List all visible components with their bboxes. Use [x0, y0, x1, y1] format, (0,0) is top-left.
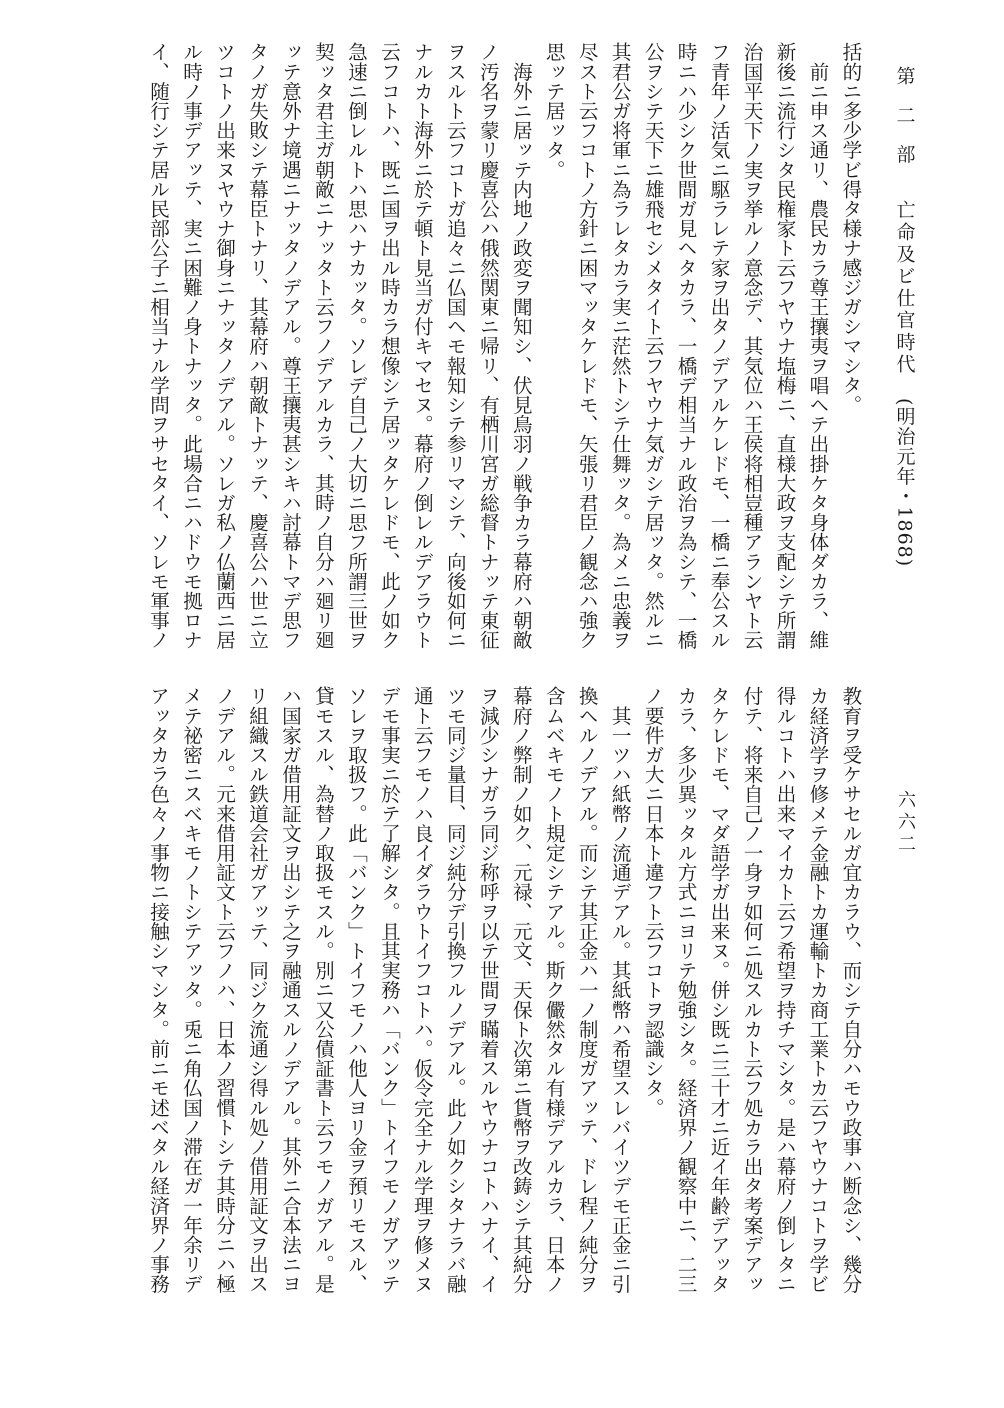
text-column: 海外ニ居ッテ内地ノ政変ヲ聞知シ、伏見鳥羽ノ戦争カラ幕府ハ朝敵 [509, 42, 533, 650]
text-column: 尽スト云フコトノ方針ニ困マッタケレドモ、矢張リ君臣ノ観念ハ強ク [575, 42, 599, 650]
text-column: 時ニハ少シク世間ガ見ヘタカラ、一橋デ相当ナル政治ヲ為シテ、一橋 [674, 42, 698, 650]
text-column: アッタカラ色々ノ事物ニ接触シマシタ。前ニモ述ベタル経済界ノ事務 [146, 686, 170, 1294]
text-column: タケレドモ、マダ語学ガ出来ヌ。併シ既ニ三十才ニ近イ年齢デアッタ [707, 686, 731, 1294]
text-column: メテ祕密ニスベキモノトシテアッタ。兎ニ角仏国ノ滞在ガ一年余リデ [179, 686, 203, 1294]
text-column: ソレヲ取扱フ。此「バンク」トイフモノハ他人ヨリ金ヲ預リモスル、 [344, 686, 368, 1294]
text-column: 前ニ申ス通リ、農民カラ尊王攘夷ヲ唱ヘテ出掛ケタ身体ダカラ、維 [805, 42, 829, 650]
text-column: デモ事実ニ於テ了解シタ。且其実務ハ「バンク」トイフモノガアッテ [377, 686, 401, 1294]
text-column: カラ、多少異ッタル方式ニヨリテ勉強シタ。経済界ノ観察中ニ、二三 [674, 686, 698, 1294]
text-column: 得ルコトハ出来マイカト云フ希望ヲ持チマシタ。是ハ幕府ノ倒レタニ [773, 686, 796, 1294]
text-column: 其一ツハ紙幣ノ流通デアル。其紙幣ハ希望スレバイツデモ正金ニ引 [608, 686, 632, 1294]
text-column: 思ッテ居ッタ。 [542, 42, 566, 180]
text-column: 云フコトハ、既ニ国ヲ出ル時カラ想像シテ居ッタケレドモ、此ノ如ク [377, 42, 401, 650]
text-column: 治国平天下ノ実ヲ挙ルノ意念デ、其気位ハ王侯将相豈種アランヤト云 [740, 42, 764, 650]
text-column: ツコトノ出来ヌヤウナ御身ニナッタノデアル。ソレガ私ノ仏蘭西ニ居 [212, 42, 236, 650]
text-column: フ青年ノ活気ニ駆ラレテ家ヲ出タノデアルケレドモ、一橋ニ奉公スル [707, 42, 731, 650]
text-column: ハ国家ガ借用証文ヲ出シテ之ヲ融通スルノデアル。其外ニ合本法ニヨ [278, 686, 302, 1294]
text-column: ッテ意外ナ境遇ニナッタノデアル。尊王攘夷甚シキハ討幕トマデ思フ [278, 42, 302, 650]
text-column: 急速ニ倒レルトハ思ハナカッタ。ソレデ自己ノ大切ニ思フ所謂三世ヲ [344, 42, 368, 650]
text-column: 換ヘルノデアル。而シテ其正金ハ一ノ制度ガアッテ、ドレ程ノ純分ヲ [575, 686, 599, 1294]
lower-text-block [146, 686, 862, 1294]
text-column: ヲ減少シナガラ同ジ称呼ヲ以テ世間ヲ瞞着スルヤウナコトハナイ、イ [476, 686, 500, 1294]
text-column: カ経済学ヲ修メテ金融トカ運輸トカ商工業トカ云フヤウナコトヲ学ビ [805, 686, 829, 1294]
text-column: 教育ヲ受ケサセルガ宜カラウ、而シテ自分ハモウ政事ハ断念シ、幾分 [838, 686, 862, 1294]
page-number: 六六二 [895, 790, 916, 856]
text-column: ナルカト海外ニ於テ頓ト見当ガ付キマセヌ。幕府ノ倒レルデアラウト [410, 42, 434, 650]
text-column: ツモ同ジ量目、同ジ純分デ引換フルノデアル。此ノ如クシタナラバ融 [443, 686, 467, 1294]
running-head-era: (明治元年・1868) [893, 398, 916, 568]
running-head-title: 亡命及ビ仕官時代 [893, 200, 916, 377]
upper-text-block [146, 42, 862, 650]
text-column: ル時ノ事デアッテ、実ニ困難ノ身トナッタ。此場合ニハドウモ拠ロナ [179, 42, 203, 650]
text-column: 新後ニ流行シタ民権家ト云フヤウナ塩梅ニ、直様大政ヲ支配シテ所謂 [773, 42, 796, 650]
text-column: ノデアル。元来借用証文ト云フノハ、日本ノ習慣トシテ其時分ニハ極 [212, 686, 236, 1294]
text-column: ノ要件ガ大ニ日本ト違フト云フコトヲ認識シタ。 [641, 686, 665, 1118]
text-column: イ、随行シテ居ル民部公子ニ相当ナル学問ヲサセタイ、ソレモ軍事ノ [146, 42, 170, 650]
text-column: 幕府ノ弊制ノ如ク、元禄、元文、天保ト次第ニ貨幣ヲ改鋳シテ其純分 [509, 686, 533, 1294]
text-column: 公ヲシテ天下ニ雄飛セシメタイト云フヤウナ気ガシテ居ッタ。然ルニ [641, 42, 665, 650]
text-column: リ組織スル鉄道会社ガアッテ、同ジク流通シ得ル処ノ借用証文ヲ出ス [245, 686, 269, 1294]
text-column: 契ッタ君主ガ朝敵ニナッタト云フノデアルカラ、其時ノ自分ハ廻リ廻 [311, 42, 335, 650]
text-column: 付テ、将来自己ノ一身ヲ如何ニ処スルカト云フ処カラ出タ考案デアッ [740, 686, 764, 1294]
text-column: ノ汚名ヲ蒙リ慶喜公ハ俄然関東ニ帰リ、有栖川宮ガ総督トナッテ東征 [476, 42, 500, 650]
text-column: 括的ニ多少学ビ得タ様ナ感ジガシマシタ。 [838, 42, 862, 415]
text-column: 貸モスル、為替ノ取扱モスル。別ニ又公債証書ト云フモノガアル。是 [311, 686, 335, 1294]
text-column: タノガ失敗シテ幕臣トナリ、其幕府ハ朝敵トナッテ、慶喜公ハ世ニ立 [245, 42, 269, 650]
text-column: 其君公ガ将軍ニ為ラレタカラ実ニ茫然トシテ仕舞ッタ。為メニ忠義ヲ [608, 42, 632, 650]
running-head-section: 第 二 部 [893, 66, 916, 171]
text-column: 含ムベキモノト規定シテアル。斯ク儼然タル有様デアルカラ、日本ノ [542, 686, 566, 1294]
text-column: ヲスルト云フコトガ追々ニ仏国ヘモ報知シテ参リマシテ、向後如何ニ [443, 42, 467, 650]
running-head [884, 62, 924, 702]
text-column: 通ト云フモノハ良イダラウトイフコトハ。仮令完全ナル学理ヲ修メヌ [410, 686, 434, 1294]
